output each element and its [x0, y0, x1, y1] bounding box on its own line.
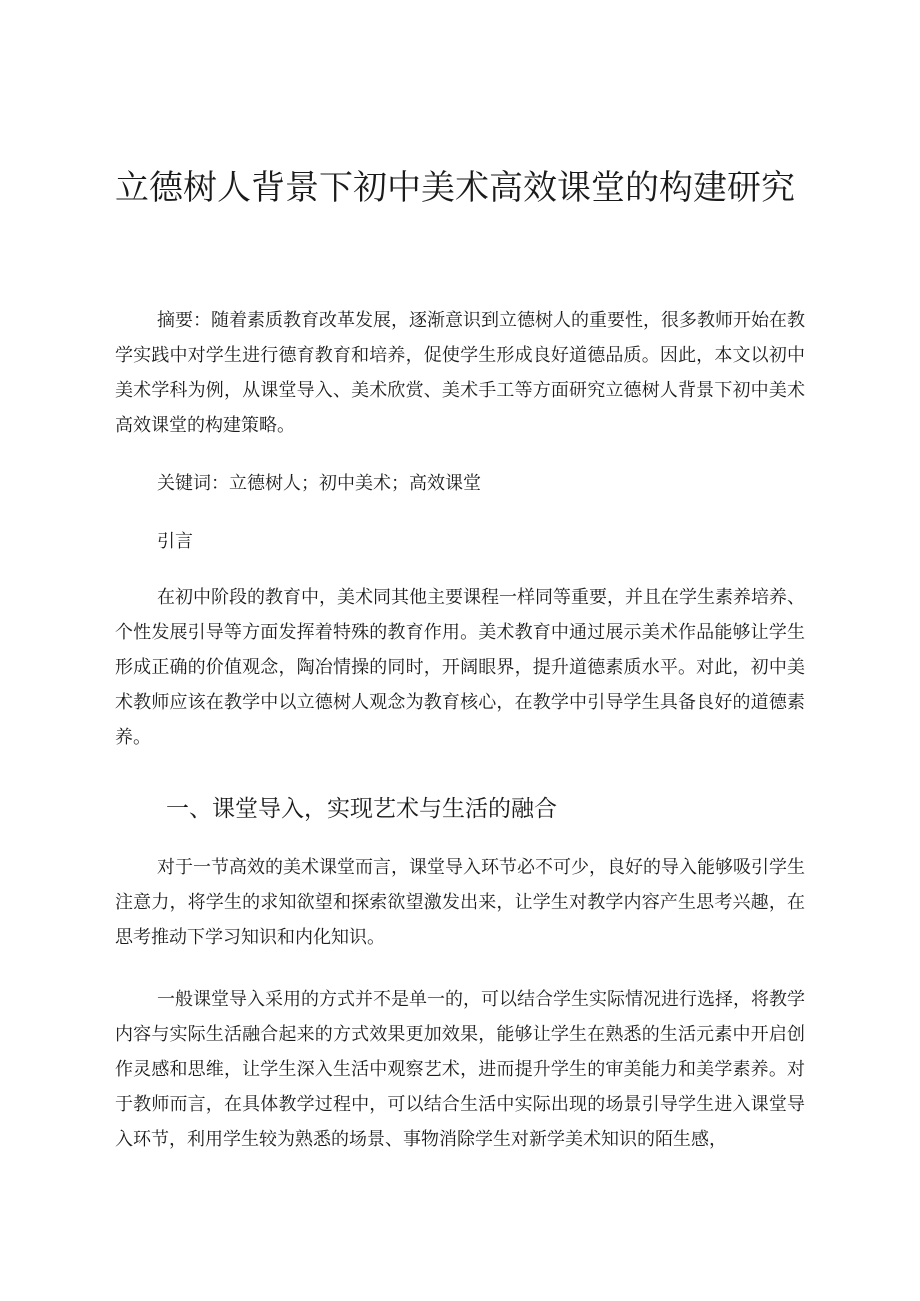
- document-title: 立德树人背景下初中美术高效课堂的构建研究: [115, 168, 795, 208]
- section-1-heading: 一、课堂导入，实现艺术与生活的融合: [166, 796, 557, 822]
- section-1-paragraph-1: 对于一节高效的美术课堂而言，课堂导入环节必不可少，良好的导入能够吸引学生注意力，将学生的求知欲望和探索欲望激发出来，让学生对教学内容产生思考兴趣，在思考推动下学习知识和内化知识。: [115, 857, 805, 948]
- intro-paragraph: 在初中阶段的教育中，美术同其他主要课程一样同等重要，并且在学生素养培养、个性发展引导等方面发挥着特殊的教育作用。美术教育中通过展示美术作品能够让学生形成正确的价值观念，陶冶情操的同时，开阔眼界，提升道德素质水平。对此，初中美术教师应该在教学中以立德树人观念为教育核心，在教学中引导学生具备良好的道德素养。: [115, 587, 805, 748]
- intro-label: 引言: [157, 531, 193, 552]
- section-1-paragraph-2: 一般课堂导入采用的方式并不是单一的，可以结合学生实际情况进行选择，将教学内容与实际生活融合起来的方式效果更加效果，能够让学生在熟悉的生活元素中开启创作灵感和思维，让学生深入生活中观察艺术，进而提升学生的审美能力和美学素养。对于教师而言，在具体教学过程中，可以结合生活中实际出现的场景引导学生进入课堂导入环节，利用学生较为熟悉的场景、事物消除学生对新学美术知识的陌生感，: [115, 989, 805, 1150]
- abstract-paragraph: 摘要：随着素质教育改革发展，逐渐意识到立德树人的重要性，很多教师开始在教学实践中对学生进行德育教育和培养，促使学生形成良好道德品质。因此，本文以初中美术学科为例，从课堂导入、美术欣赏、美术手工等方面研究立德树人背景下初中美术高效课堂的构建策略。: [115, 310, 805, 436]
- keywords-paragraph: 关键词：立德树人；初中美术；高效课堂: [157, 473, 481, 494]
